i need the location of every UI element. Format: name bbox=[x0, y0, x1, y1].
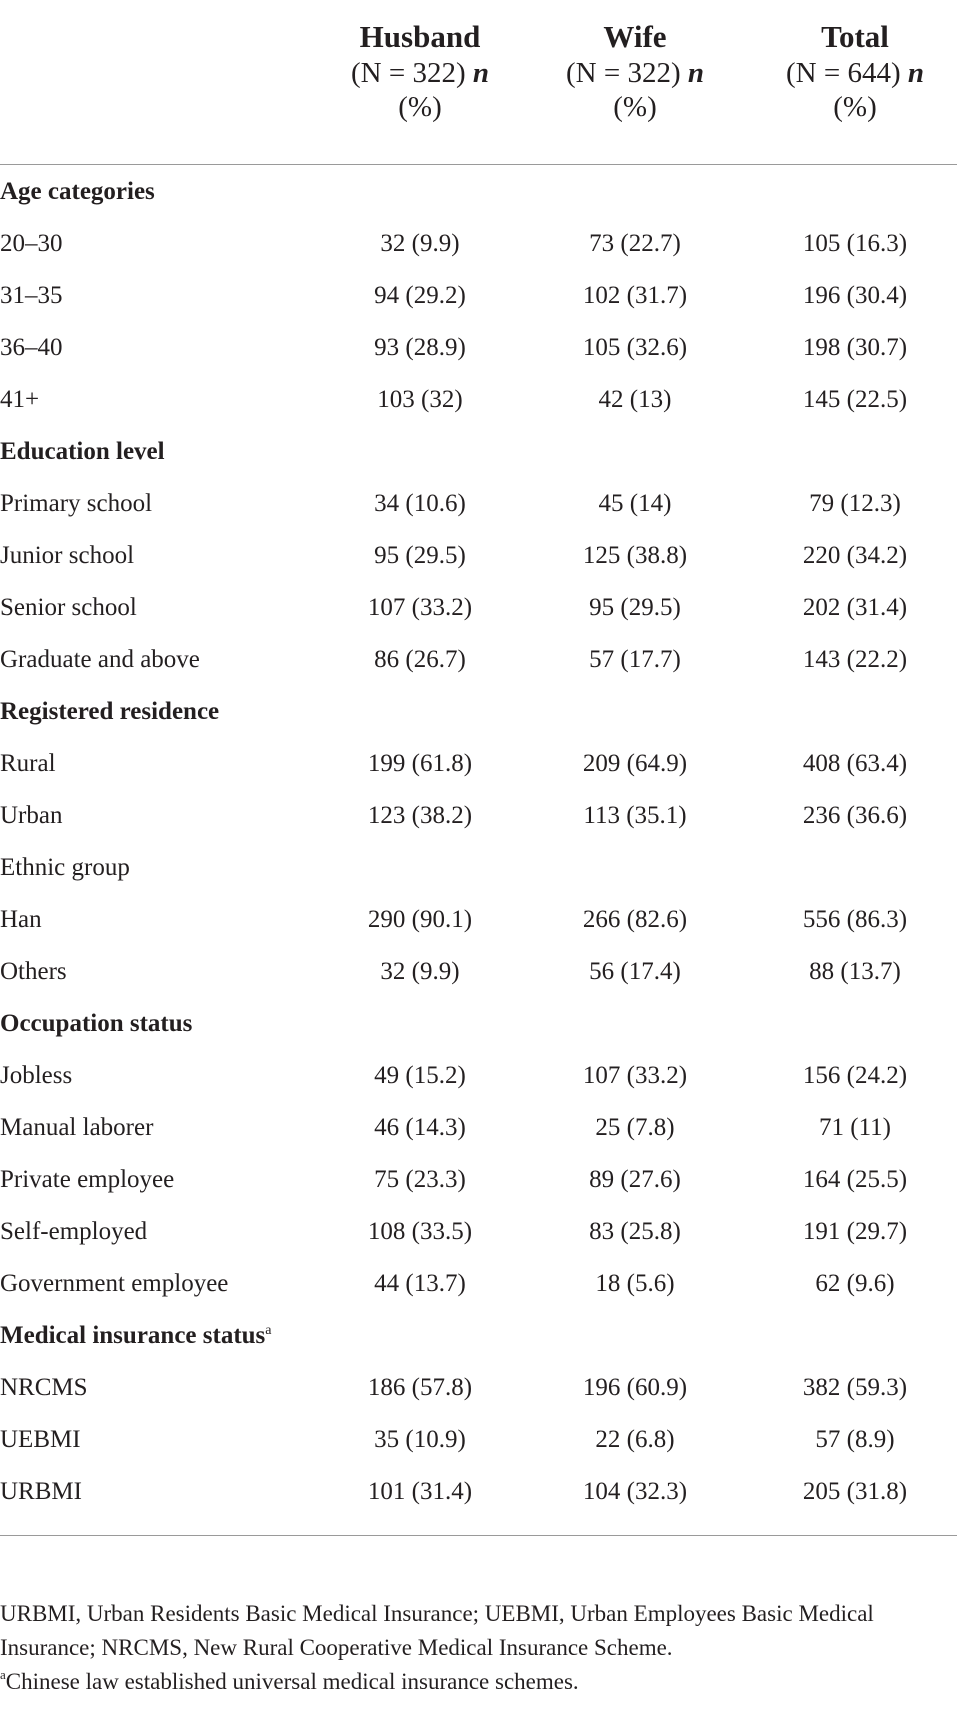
wife-cell: 83 (25.8) bbox=[589, 1218, 681, 1245]
row-label-text: NRCMS bbox=[0, 1374, 88, 1401]
table-footnotes bbox=[0, 1597, 957, 1699]
section-header-row bbox=[0, 686, 957, 738]
total-cell: 220 (34.2) bbox=[802, 542, 908, 569]
header-husband-nsym: n bbox=[472, 57, 489, 89]
husband-cell: 32 (9.9) bbox=[380, 958, 460, 985]
header-husband bbox=[320, 18, 520, 124]
footnote-marker: a bbox=[265, 1323, 272, 1338]
row-label bbox=[0, 1102, 153, 1154]
row-label-text: Primary school bbox=[0, 490, 153, 517]
row-label-text: Age categories bbox=[0, 178, 155, 205]
wife-cell: 113 (35.1) bbox=[583, 802, 687, 829]
row-label-text: Self-employed bbox=[0, 1218, 148, 1245]
row-label-text: Graduate and above bbox=[0, 646, 200, 673]
husband-cell: 75 (23.3) bbox=[374, 1166, 466, 1193]
row-label bbox=[0, 1050, 72, 1102]
row-label bbox=[0, 1258, 228, 1310]
row-label bbox=[0, 374, 39, 426]
total-cell: 236 (36.6) bbox=[802, 802, 908, 829]
table-row bbox=[0, 1206, 957, 1258]
wife-cell: 266 (82.6) bbox=[582, 906, 688, 933]
total-cell: 205 (31.8) bbox=[802, 1478, 908, 1505]
row-label-text: Others bbox=[0, 958, 67, 985]
wife-cell: 209 (64.9) bbox=[582, 750, 688, 777]
row-label-text: 20–30 bbox=[0, 230, 63, 257]
husband-cell: 35 (10.9) bbox=[374, 1426, 466, 1453]
table-header bbox=[0, 0, 957, 166]
wife-cell: 18 (5.6) bbox=[595, 1270, 675, 1297]
table-row bbox=[0, 270, 957, 322]
total-cell: 71 (11) bbox=[819, 1114, 891, 1141]
wife-cell: 45 (14) bbox=[598, 490, 672, 517]
row-label-text: Rural bbox=[0, 750, 56, 777]
total-cell: 79 (12.3) bbox=[809, 490, 901, 517]
row-label bbox=[0, 1466, 82, 1518]
row-label bbox=[0, 270, 63, 322]
row-label-text: Medical insurance status bbox=[0, 1322, 266, 1349]
table-row bbox=[0, 1414, 957, 1466]
husband-cell: 44 (13.7) bbox=[374, 1270, 466, 1297]
row-label bbox=[0, 218, 63, 270]
total-cell: 202 (31.4) bbox=[802, 594, 908, 621]
total-cell: 556 (86.3) bbox=[802, 906, 908, 933]
row-label bbox=[0, 166, 155, 218]
wife-cell: 104 (32.3) bbox=[582, 1478, 688, 1505]
header-wife-nsym: n bbox=[687, 57, 704, 89]
header-total-title: Total bbox=[821, 19, 889, 54]
table-row bbox=[0, 790, 957, 842]
table-row bbox=[0, 634, 957, 686]
husband-cell: 95 (29.5) bbox=[374, 542, 466, 569]
wife-cell: 89 (27.6) bbox=[589, 1166, 681, 1193]
table-row bbox=[0, 1258, 957, 1310]
header-wife-title: Wife bbox=[603, 19, 667, 54]
husband-cell: 123 (38.2) bbox=[367, 802, 473, 829]
row-label-text: Junior school bbox=[0, 542, 135, 569]
wife-cell: 105 (32.6) bbox=[582, 334, 688, 361]
row-label-text: Urban bbox=[0, 802, 63, 829]
husband-cell: 34 (10.6) bbox=[374, 490, 466, 517]
row-label bbox=[0, 582, 137, 634]
row-label bbox=[0, 894, 42, 946]
total-cell: 191 (29.7) bbox=[802, 1218, 908, 1245]
section-header-row bbox=[0, 998, 957, 1050]
row-label bbox=[0, 426, 165, 478]
row-label bbox=[0, 530, 134, 582]
row-label-text: URBMI bbox=[0, 1478, 82, 1505]
table-row bbox=[0, 1362, 957, 1414]
header-wife-n: (N = 322) bbox=[565, 57, 681, 89]
table-row bbox=[0, 1154, 957, 1206]
total-cell: 156 (24.2) bbox=[802, 1062, 908, 1089]
row-label bbox=[0, 322, 63, 374]
row-label-text: Government employee bbox=[0, 1270, 229, 1297]
footnote-note-text: Chinese law established universal medical insurance schemes. bbox=[5, 1669, 579, 1694]
table-row bbox=[0, 946, 957, 998]
row-label-text: Manual laborer bbox=[0, 1114, 154, 1141]
total-cell: 57 (8.9) bbox=[815, 1426, 895, 1453]
row-label-text: Private employee bbox=[0, 1166, 175, 1193]
header-husband-n: (N = 322) bbox=[350, 57, 466, 89]
row-label bbox=[0, 1362, 88, 1414]
table-body bbox=[0, 166, 957, 1518]
row-label bbox=[0, 1154, 174, 1206]
total-cell: 196 (30.4) bbox=[802, 282, 908, 309]
total-cell: 143 (22.2) bbox=[802, 646, 908, 673]
husband-cell: 186 (57.8) bbox=[367, 1374, 473, 1401]
table-row bbox=[0, 478, 957, 530]
husband-cell: 108 (33.5) bbox=[367, 1218, 473, 1245]
table-row bbox=[0, 530, 957, 582]
group-label-row bbox=[0, 842, 957, 894]
table-row bbox=[0, 738, 957, 790]
table-row bbox=[0, 582, 957, 634]
row-label-text: Registered residence bbox=[0, 698, 220, 725]
total-cell: 105 (16.3) bbox=[802, 230, 908, 257]
wife-cell: 125 (38.8) bbox=[582, 542, 688, 569]
row-label-text: Ethnic group bbox=[0, 854, 130, 881]
row-label bbox=[0, 686, 219, 738]
wife-cell: 57 (17.7) bbox=[589, 646, 681, 673]
husband-cell: 94 (29.2) bbox=[374, 282, 466, 309]
footnote-abbreviations: URBMI, Urban Residents Basic Medical Insurance; UEBMI, Urban Employees Basic Medical Insurance; NRCMS, New Rural Cooperative Medical Insurance Scheme. bbox=[0, 1601, 874, 1660]
header-divider bbox=[0, 164, 957, 165]
row-label-text: Occupation status bbox=[0, 1010, 193, 1037]
row-label-text: 41+ bbox=[0, 386, 40, 413]
row-label bbox=[0, 634, 200, 686]
row-label-text: 36–40 bbox=[0, 334, 63, 361]
header-wife-pct: (%) bbox=[613, 91, 657, 123]
table-row bbox=[0, 1102, 957, 1154]
husband-cell: 199 (61.8) bbox=[367, 750, 473, 777]
wife-cell: 22 (6.8) bbox=[595, 1426, 675, 1453]
total-cell: 164 (25.5) bbox=[802, 1166, 908, 1193]
row-label bbox=[0, 842, 130, 894]
row-label-text: Han bbox=[0, 906, 42, 933]
total-cell: 88 (13.7) bbox=[809, 958, 901, 985]
row-label bbox=[0, 478, 152, 530]
bottom-divider bbox=[0, 1535, 957, 1536]
wife-cell: 95 (29.5) bbox=[589, 594, 681, 621]
footnote-marker: a bbox=[0, 1667, 6, 1682]
husband-cell: 290 (90.1) bbox=[367, 906, 473, 933]
husband-cell: 86 (26.7) bbox=[374, 646, 466, 673]
table-row bbox=[0, 374, 957, 426]
row-label bbox=[0, 1310, 272, 1362]
row-label bbox=[0, 998, 192, 1050]
husband-cell: 93 (28.9) bbox=[374, 334, 466, 361]
footnote-note bbox=[0, 1665, 957, 1699]
total-cell: 62 (9.6) bbox=[815, 1270, 895, 1297]
husband-cell: 103 (32) bbox=[377, 386, 463, 413]
total-cell: 382 (59.3) bbox=[802, 1374, 908, 1401]
header-total bbox=[755, 18, 955, 124]
header-total-pct: (%) bbox=[833, 91, 877, 123]
header-husband-title: Husband bbox=[359, 19, 481, 54]
row-label bbox=[0, 790, 62, 842]
row-label bbox=[0, 738, 56, 790]
wife-cell: 107 (33.2) bbox=[582, 1062, 688, 1089]
wife-cell: 25 (7.8) bbox=[595, 1114, 675, 1141]
wife-cell: 42 (13) bbox=[598, 386, 672, 413]
husband-cell: 101 (31.4) bbox=[367, 1478, 473, 1505]
row-label-text: Jobless bbox=[0, 1062, 73, 1089]
table-row bbox=[0, 1050, 957, 1102]
section-header-row bbox=[0, 1310, 957, 1362]
header-total-n: (N = 644) bbox=[785, 57, 901, 89]
row-label bbox=[0, 946, 67, 998]
husband-cell: 107 (33.2) bbox=[367, 594, 473, 621]
table-row bbox=[0, 894, 957, 946]
header-wife bbox=[535, 18, 735, 124]
row-label-text: 31–35 bbox=[0, 282, 63, 309]
header-husband-pct: (%) bbox=[398, 91, 442, 123]
section-header-row bbox=[0, 166, 957, 218]
wife-cell: 73 (22.7) bbox=[589, 230, 681, 257]
row-label-text: UEBMI bbox=[0, 1426, 81, 1453]
total-cell: 408 (63.4) bbox=[802, 750, 908, 777]
row-label-text: Senior school bbox=[0, 594, 137, 621]
section-header-row bbox=[0, 426, 957, 478]
wife-cell: 102 (31.7) bbox=[582, 282, 688, 309]
header-total-nsym: n bbox=[907, 57, 924, 89]
row-label bbox=[0, 1206, 147, 1258]
table-row bbox=[0, 1466, 957, 1518]
husband-cell: 32 (9.9) bbox=[380, 230, 460, 257]
wife-cell: 196 (60.9) bbox=[582, 1374, 688, 1401]
row-label bbox=[0, 1414, 81, 1466]
wife-cell: 56 (17.4) bbox=[589, 958, 681, 985]
table-row bbox=[0, 322, 957, 374]
row-label-text: Education level bbox=[0, 438, 165, 465]
total-cell: 198 (30.7) bbox=[802, 334, 908, 361]
total-cell: 145 (22.5) bbox=[802, 386, 908, 413]
husband-cell: 49 (15.2) bbox=[374, 1062, 466, 1089]
husband-cell: 46 (14.3) bbox=[374, 1114, 466, 1141]
table-row bbox=[0, 218, 957, 270]
